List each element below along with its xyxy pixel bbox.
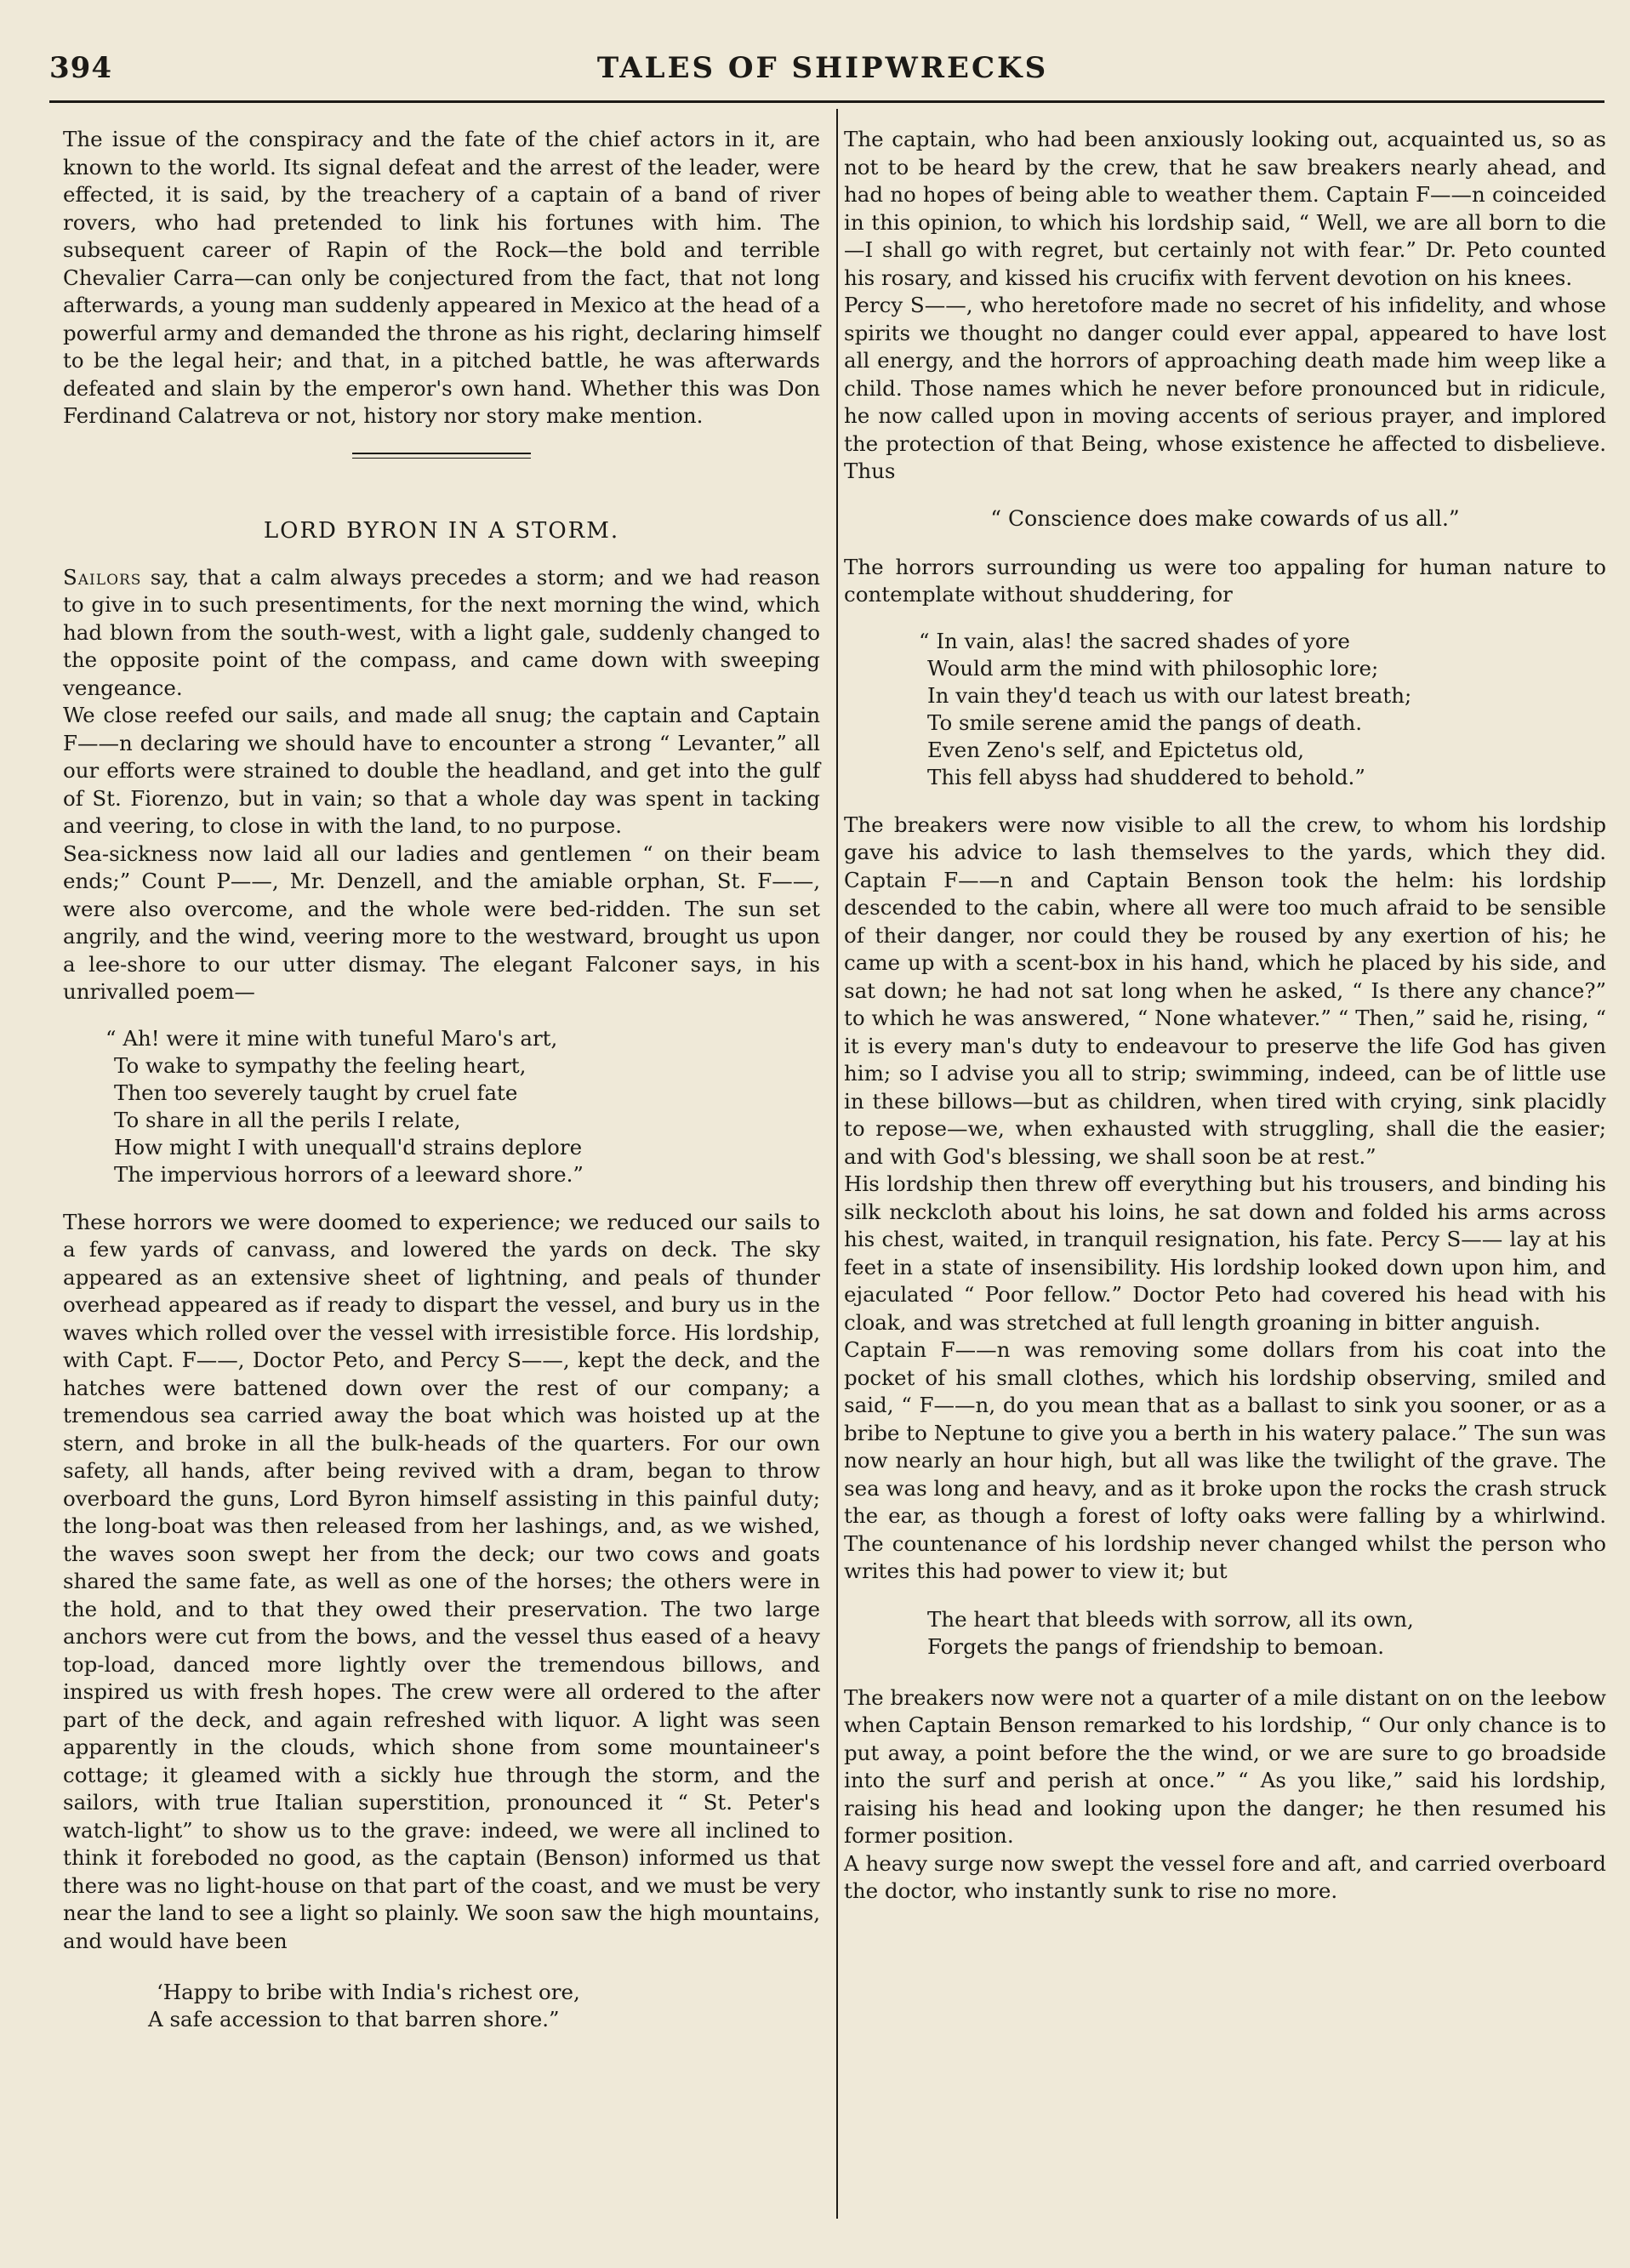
verse-india <box>63 1979 820 2033</box>
paragraph: The breakers were now visible to all the crew, to whom his lordship gave his advice to lash themselves to the yards, which they did. Captain F——n and Captain Benson took the helm: his lordship descended to the cabin, where all were too much afraid to be sensible of their danger, nor could they be roused by any exertion of his; he came up with a scent-box in his hand, which he placed by his side, and sat down; he had not sat long when he asked, “ Is there any chance?” to which he was answered, “ None whatever.” “ Then,” said he, rising, “ it is every man's duty to endeavour to preserve the life God has given him; so I advise you all to strip; swimming, indeed, can be of little use in these billows—but as children, when tired with crying, sink placidly to repose—we, when exhausted with struggling, shall die the easier; and with God's blessing, we shall soon be at rest.” <box>844 812 1606 1169</box>
verse-line: In vain they'd teach us with our latest breath; <box>927 682 1412 708</box>
header-rule <box>49 100 1604 103</box>
paragraph: Captain F——n was removing some dollars from his coat into the pocket of his small clothes, which his lordship observing, smiled and said, “ F——n, do you mean that as a ballast to sink you sooner, or as a bribe to Neptune to give you a berth in his watery palace.” The sun was now nearly an hour high, but all was like the twilight of the grave. The sea was long and heavy, and as it broke upon the rocks the crash struck the ear, as though a forest of lofty oaks were falling by a whirlwind. The countenance of his lordship never changed whilst the person who writes this had power to view it; but <box>844 1337 1606 1583</box>
verse-line: To wake to sympathy the feeling heart, <box>114 1052 527 1078</box>
verse-line: To share in all the perils I relate, <box>114 1107 461 1132</box>
paragraph: Percy S——, who heretofore made no secret of his infidelity, and whose spirits we thought no danger could ever appal, appeared to have lost all energy, and the horrors of approaching death made him weep like a child. Those names which he never before pronounced but in ridicule, he now called upon in moving accents of serious prayer, and implored the protection of that Being, whose existence he affected to disbelieve. Thus <box>844 293 1606 483</box>
section-title: LORD BYRON IN A STORM. <box>263 517 620 544</box>
paragraph: The horrors surrounding us were too appaling for human nature to contemplate without shuddering, for <box>844 554 1606 607</box>
verse-heart <box>844 1606 1606 1661</box>
verse-line: A safe accession to that barren shore.” <box>148 2007 560 2032</box>
verse-line: Forgets the pangs of friendship to bemoan. <box>927 1633 1385 1659</box>
paragraph-text: say, that a calm always precedes a storm; and we had reason to give in to such presentiments, for the next morning the wind, which had blown from the south-west, with a light gale, suddenly changed to the opposite point of the compass, and came down with sweeping vengeance. <box>63 564 820 700</box>
section-divider <box>352 453 531 459</box>
verse-line: ‘Happy to bribe with India's richest ore, <box>157 1980 580 2004</box>
running-title: TALES OF SHIPWRECKS <box>596 51 1049 85</box>
verse-line: Even Zeno's self, and Epictetus old, <box>927 737 1304 762</box>
verse-falconer <box>63 1025 820 1188</box>
verse-line: The impervious horrors of a leeward shore.” <box>114 1161 584 1187</box>
left-column <box>63 126 820 2033</box>
right-column <box>844 126 1606 1906</box>
verse-line: The heart that bleeds with sorrow, all its own, <box>927 1606 1414 1632</box>
verse-line: To smile serene amid the pangs of death. <box>927 709 1363 735</box>
paragraph: A heavy surge now swept the vessel fore and aft, and carried overboard the doctor, who instantly sunk to rise no more. <box>844 1850 1606 1903</box>
verse-line: How might I with unequall'd strains deplore <box>114 1134 583 1160</box>
verse-line: Then too severely taught by cruel fate <box>114 1080 518 1105</box>
page-number: 394 <box>49 51 112 85</box>
verse-line: “ In vain, alas! the sacred shades of yore <box>919 628 1350 653</box>
quotation: “ Conscience does make cowards of us all.” <box>990 505 1460 531</box>
column-divider <box>836 109 838 2219</box>
paragraph: The issue of the conspiracy and the fate of the chief actors in it, are known to the world. Its signal defeat and the arrest of the leader, were effected, it is said, by the treachery of a captain of a band of river rovers, who had pretended to link his fortunes with him. The subsequent career of Rapin of the Rock—the bold and terrible Chevalier Carra—can only be conjectured from the fact, that not long afterwards, a young man suddenly appeared in Mexico at the head of a powerful army and demanded the throne as his right, declaring himself to be the legal heir; and that, in a pitched battle, he was afterwards defeated and slain by the emperor's own hand. Whether this was Don Ferdinand Calatreva or not, history nor story make mention. <box>63 127 820 428</box>
smallcaps-lead: Sailors <box>63 564 142 590</box>
paragraph: We close reefed our sails, and made all snug; the captain and Captain F——n declaring we should have to encounter a strong “ Levanter,” all our efforts were strained to double the headland, and get into the gulf of St. Fiorenzo, but in vain; so that a whole day was spent in tacking and veering, to close in with the land, to no purpose. <box>63 703 820 838</box>
verse-line: This fell abyss had shuddered to behold.” <box>927 764 1365 789</box>
running-head <box>49 51 1596 99</box>
paragraph: His lordship then threw off everything but his trousers, and binding his silk neckcloth about his loins, he sat down and folded his arms across his chest, waited, in tranquil resignation, his fate. Percy S—— lay at his feet in a state of insensibility. His lordship looked down upon him, and ejaculated “ Poor fellow.” Doctor Peto had covered his head with his cloak, and was stretched at full length groaning in bitter anguish. <box>844 1171 1606 1335</box>
paragraph: The captain, who had been anxiously looking out, acquainted us, so as not to be heard by the crew, that he saw breakers nearly ahead, and had no hopes of being able to weather them. Captain F——n coinceided in this opinion, to which his lordship said, “ Well, we are all born to die—I shall go with regret, but certainly not with fear.” Dr. Peto counted his rosary, and kissed his crucifix with fervent devotion on his knees. <box>844 127 1606 290</box>
verse-line: “ Ah! were it mine with tuneful Maro's art, <box>105 1025 558 1051</box>
verse-zeno <box>844 628 1606 791</box>
paragraph: These horrors we were doomed to experience; we reduced our sails to a few yards of canvass, and lowered the yards on deck. The sky appeared as an extensive sheet of lightning, and peals of thunder overhead appeared as if ready to dispart the vessel, and bury us in the waves which rolled over the vessel with irresistible force. His lordship, with Capt. F——, Doctor Peto, and Percy S——, kept the deck, and the hatches were battened down over the rest of our company; a tremendous sea carried away the boat which was hoisted up at the stern, and broke in all the bulk-heads of the quarters. For our own safety, all hands, after being revived with a dram, began to throw overboard the guns, Lord Byron himself assisting in this painful duty; the long-boat was then released from her lashings, and, as we wished, the waves soon swept her from the deck; our two cows and goats shared the same fate, as well as one of the horses; the others were in the hold, and to that they owed their preservation. The two large anchors were cut from the bows, and the vessel thus eased of a heavy top-load, danced more lightly over the tremendous billows, and inspired us with fresh hopes. The crew were all ordered to the after part of the deck, and again refreshed with liquor. A light was seen apparently in the clouds, which shone from some mountaineer's cottage; it gleamed with a sickly hue through the storm, and the sailors, with true Italian superstition, pronounced it “ St. Peter's watch-light” to show us to the grave: indeed, we were all inclined to think it foreboded no good, as the captain (Benson) informed us that there was no light-house on that part of the coast, and we must be very near the land to see a light so plainly. We soon saw the high mountains, and would have been <box>63 1209 820 1953</box>
verse-line: Would arm the mind with philosophic lore; <box>927 655 1379 681</box>
paragraph: The breakers now were not a quarter of a mile distant on on the leebow when Captain Benson remarked to his lordship, “ Our only chance is to put away, a point before the the wind, or we are sure to go broadside into the surf and perish at once.” “ As you like,” said his lordship, raising his head and looking upon the danger; he then resumed his former position. <box>844 1684 1606 1848</box>
paragraph <box>63 564 820 703</box>
paragraph: Sea-sickness now laid all our ladies and gentlemen “ on their beam ends;” Count P——, Mr. Denzell, and the amiable orphan, St. F——, were also overcome, and the whole were bed-ridden. The sun set angrily, and the wind, veering more to the westward, brought us upon a lee-shore to our utter dismay. The elegant Falconer says, in his unrivalled poem— <box>63 841 820 1004</box>
